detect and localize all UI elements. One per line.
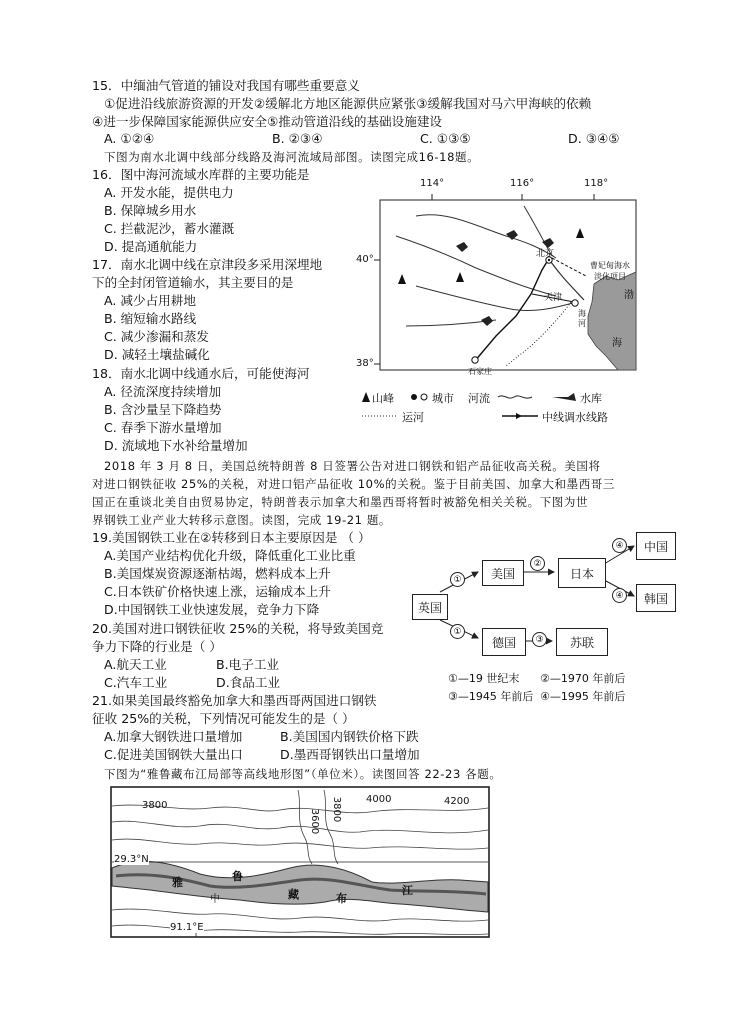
q16-option-a[interactable]: A. 开发水能，提供电力 — [104, 185, 234, 200]
q17-option-a[interactable]: A. 减少占用耕地 — [104, 293, 196, 308]
q15-option-b[interactable]: B. ②③④ — [272, 131, 323, 146]
flow-legend-1: ①—19 世纪末 — [448, 672, 520, 685]
q21-option-d[interactable]: D.墨西哥钢铁出口量增加 — [280, 747, 420, 762]
passage-line-4: 界钢铁工业产业大转移示意图。读图，完成 19-21 题。 — [92, 513, 392, 527]
reservoir-icon — [456, 242, 468, 252]
arrow-label-3: ③ — [532, 632, 547, 647]
q19-option-b[interactable]: B.美国煤炭资源逐渐枯竭，燃料成本上升 — [104, 566, 331, 581]
q20-option-b[interactable]: B.电子工业 — [216, 657, 280, 672]
map1-lon-116: 116° — [510, 178, 535, 189]
label-shijiazhuang: 石家庄 — [468, 367, 492, 376]
q17-option-d[interactable]: D. 减轻土壤盐碱化 — [104, 347, 210, 362]
q16-stem: 16．图中海河流域水库群的主要功能是 — [92, 167, 310, 182]
q15-option-c[interactable]: C. ①③⑤ — [420, 131, 471, 146]
arrow-label-1b: ① — [450, 624, 465, 639]
mountain-icon — [398, 274, 406, 284]
q21-option-c[interactable]: C.促进美国钢铁大量出口 — [104, 747, 243, 762]
city-icon — [421, 394, 427, 400]
mountain-icon — [456, 272, 464, 282]
haihe-map — [356, 176, 648, 426]
q15-line2: ④进一步保障国家能源供应安全⑤推动管道沿线的基础设施建设 — [92, 114, 443, 129]
city-tianjin-marker — [572, 300, 578, 306]
label-haihe-1: 海 — [578, 309, 586, 318]
passage-line-1: 2018 年 3 月 8 日，美国总统特朗普 8 日签署公告对进口钢铁和铝产品征收高关税。美国将 — [104, 459, 601, 473]
arrow-label-1a: ① — [450, 572, 465, 587]
middle-route-line — [474, 260, 548, 362]
river-char-lu: 鲁 — [232, 870, 243, 883]
map1-lat-38: 38° — [356, 358, 374, 369]
node-us: 美国 — [482, 560, 524, 586]
contour-label-3600: 3600 — [309, 808, 321, 835]
contour-label-3800: 3800 — [142, 800, 168, 811]
q16-option-d[interactable]: D. 提高通航能力 — [104, 239, 198, 254]
contour-label-4000: 4000 — [366, 794, 392, 805]
q21-option-b[interactable]: B.美国国内钢铁价格下跌 — [280, 729, 419, 744]
q20-option-a[interactable]: A.航天工业 — [104, 657, 167, 672]
label-project-2: 淡化项目 — [594, 272, 626, 281]
yarlung-contour-map — [110, 786, 490, 938]
mountain-icon — [362, 392, 370, 402]
q15-option-a[interactable]: A. ①②④ — [104, 131, 155, 146]
node-japan: 日本 — [558, 558, 606, 588]
canal-line — [506, 302, 571, 366]
legend-route: 中线调水线路 — [542, 411, 608, 424]
q20-option-d[interactable]: D.食品工业 — [216, 675, 281, 690]
q16-option-c[interactable]: C. 拦截泥沙，蓄水灌溉 — [104, 221, 235, 236]
river-char-zhong: 中 — [210, 894, 220, 905]
legend-canal: 运河 — [402, 411, 424, 424]
q20-stem-2: 争力下降的行业是（ ） — [92, 639, 222, 654]
intro-16-18: 下图为南水北调中线部分线路及海河流域局部图。读图完成16-18题。 — [104, 150, 480, 164]
node-uk: 英国 — [412, 594, 448, 620]
city-icon — [411, 394, 417, 400]
river-north — [416, 215, 556, 258]
node-germany: 德国 — [482, 628, 526, 656]
node-korea: 韩国 — [636, 584, 676, 612]
q18-option-a[interactable]: A. 径流深度持续增加 — [104, 384, 222, 399]
node-china: 中国 — [636, 532, 676, 560]
map1-lat-40: 40° — [356, 254, 374, 265]
river-char-zang: 藏 — [288, 888, 299, 901]
q20-stem-1: 20.美国对进口钢铁征收 25%的关税，将导致美国竞 — [92, 621, 384, 636]
latitude-label: 29.3°N — [114, 854, 149, 865]
flow-legend-3: ③—1945 年前后 — [448, 690, 534, 703]
river-char-jiang: 江 — [402, 884, 413, 897]
haihe-map-drawing — [356, 176, 648, 426]
legend-reservoir: 水库 — [580, 392, 602, 405]
q21-option-a[interactable]: A.加拿大钢铁进口量增加 — [104, 729, 243, 744]
longitude-label: 91.1°E — [170, 922, 204, 933]
q20-option-c[interactable]: C.汽车工业 — [104, 675, 168, 690]
label-haihe-2: 河 — [578, 319, 586, 328]
passage-line-3: 国正在重谈北美自由贸易协定，特朗普表示加拿大和墨西哥将暂时被豁免相关关税。下图为世 — [92, 495, 589, 509]
q15-stem: 15．中缅油气管道的铺设对我国有哪些重要意义 — [92, 78, 360, 93]
desalination-dash — [552, 258, 586, 276]
q18-option-b[interactable]: B. 含沙量呈下降趋势 — [104, 402, 222, 417]
label-tianjin: 天津 — [544, 293, 563, 303]
map1-lon-114: 114° — [420, 178, 445, 189]
q16-option-b[interactable]: B. 保障城乡用水 — [104, 203, 197, 218]
reservoir-icon — [506, 230, 518, 240]
q19-option-c[interactable]: C.日本铁矿价格快速上涨，运输成本上升 — [104, 584, 331, 599]
label-bohai-2: 海 — [612, 338, 622, 349]
reservoir-icon — [481, 316, 493, 326]
steel-transfer-diagram — [412, 528, 678, 708]
mountain-icon — [576, 228, 584, 238]
legend-city: 城市 — [432, 392, 454, 405]
q15-option-d[interactable]: D. ③④⑤ — [568, 131, 620, 146]
q15-line1: ①促进沿线旅游资源的开发②缓解北方地区能源供应紧张③缓解我国对马六甲海峡的依赖 — [104, 96, 592, 111]
q17-stem-2: 下的全封闭管道输水，其主要目的是 — [92, 275, 294, 290]
map1-lon-118: 118° — [584, 178, 609, 189]
river-char-ya: 雅 — [172, 876, 183, 889]
q18-option-d[interactable]: D. 流域地下水补给量增加 — [104, 438, 248, 453]
q19-stem: 19.美国钢铁工业在②转移到日本主要原因是 （ ） — [92, 530, 371, 545]
arrow-label-2: ② — [530, 556, 545, 571]
q21-stem-1: 21.如果美国最终豁免加拿大和墨西哥两国进口钢铁 — [92, 693, 377, 708]
q21-stem-2: 征收 25%的关税，下列情况可能发生的是（ ） — [92, 711, 355, 726]
contour-label-3800b: 3800 — [331, 796, 343, 823]
contour-label-4200: 4200 — [444, 796, 470, 807]
q19-option-a[interactable]: A.美国产业结构优化升级，降低重化工业比重 — [104, 548, 356, 563]
intro-22-23: 下图为“雅鲁藏布江局部等高线地形图”（单位米）。读图回答 22-23 各题。 — [104, 767, 502, 781]
q17-option-b[interactable]: B. 缩短输水路线 — [104, 311, 197, 326]
river-legend-line — [498, 396, 532, 398]
q17-stem-1: 17．南水北调中线在京津段多采用深埋地 — [92, 257, 323, 272]
legend-mountain: 山峰 — [372, 392, 394, 405]
q17-option-c[interactable]: C. 减少渗漏和蒸发 — [104, 329, 209, 344]
flow-legend-2: ②—1970 年前后 — [540, 672, 626, 685]
q19-option-d[interactable]: D.中国钢铁工业快速发展，竞争力下降 — [104, 602, 320, 617]
reservoir-legend-icon — [552, 393, 576, 401]
arrow-label-4b: ④ — [612, 588, 627, 603]
flow-legend-4: ④—1995 年前后 — [540, 690, 626, 703]
label-beijing: 北京 — [536, 249, 555, 259]
q18-stem: 18．南水北调中线通水后，可能使海河 — [92, 366, 310, 381]
label-bohai-1: 渤 — [624, 290, 634, 301]
q18-option-c[interactable]: C. 春季下游水量增加 — [104, 420, 222, 435]
city-shijiazhuang-marker — [472, 357, 478, 363]
node-ussr: 苏联 — [556, 628, 608, 656]
arrow-label-4a: ④ — [612, 538, 627, 553]
passage-line-2: 对进口钢铁征收 25%的关税，对进口铝产品征收 10%的关税。鉴于目前美国、加拿大和墨西哥三 — [92, 477, 616, 491]
river-char-bu: 布 — [336, 892, 347, 905]
legend-river: 河流 — [468, 392, 490, 405]
label-project-1: 曹妃甸海水 — [590, 261, 630, 270]
